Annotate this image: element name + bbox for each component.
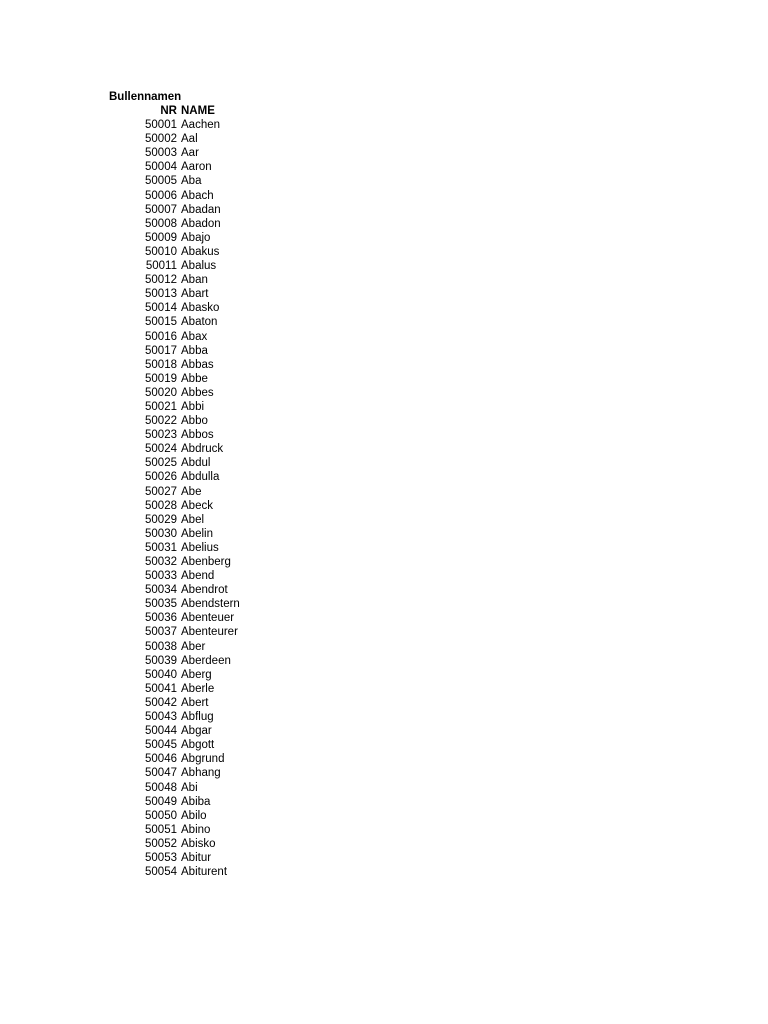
cell-nr: 50011 xyxy=(145,260,177,273)
column-header-nr: NR xyxy=(160,105,177,117)
cell-nr: 50012 xyxy=(145,274,177,287)
cell-name: Abalus xyxy=(181,260,217,273)
cell-nr: 50052 xyxy=(145,837,177,850)
cell-nr: 50034 xyxy=(145,584,177,597)
cell-name: Abart xyxy=(181,288,209,301)
cell-nr: 50009 xyxy=(145,231,177,244)
table-row xyxy=(0,795,768,809)
cell-nr: 50010 xyxy=(145,245,177,258)
cell-nr: 50006 xyxy=(145,189,177,202)
cell-name: Abend xyxy=(181,570,215,583)
document-title: Bullennamen xyxy=(109,91,182,103)
cell-name: Abbo xyxy=(181,415,208,428)
table-row xyxy=(0,823,768,837)
cell-nr: 50008 xyxy=(145,217,177,230)
cell-name: Abajo xyxy=(181,231,211,244)
cell-nr: 50001 xyxy=(145,119,177,132)
table-row xyxy=(0,372,768,386)
cell-nr: 50044 xyxy=(145,725,177,738)
cell-name: Abenteurer xyxy=(181,626,238,639)
table-row xyxy=(0,456,768,470)
cell-nr: 50031 xyxy=(145,541,177,554)
cell-nr: 50053 xyxy=(145,851,177,864)
cell-nr: 50028 xyxy=(145,499,177,512)
cell-name: Abenteuer xyxy=(181,612,235,625)
cell-nr: 50027 xyxy=(145,485,177,498)
cell-nr: 50002 xyxy=(145,133,177,146)
cell-name: Abbi xyxy=(181,400,205,413)
table-row xyxy=(0,766,768,780)
cell-nr: 50035 xyxy=(145,598,177,611)
cell-nr: 50007 xyxy=(145,203,177,216)
table-row xyxy=(0,597,768,611)
cell-name: Aba xyxy=(181,175,202,188)
table-row xyxy=(0,358,768,372)
table-row xyxy=(0,837,768,851)
cell-nr: 50047 xyxy=(145,767,177,780)
cell-nr: 50017 xyxy=(145,344,177,357)
cell-nr: 50045 xyxy=(145,739,177,752)
column-header-name: NAME xyxy=(181,105,215,117)
table-row xyxy=(0,330,768,344)
table-row xyxy=(0,809,768,823)
cell-name: Aar xyxy=(181,147,199,160)
table-row xyxy=(0,485,768,499)
cell-name: Abino xyxy=(181,823,211,836)
cell-name: Abiba xyxy=(181,795,211,808)
table-row xyxy=(0,428,768,442)
table-row xyxy=(0,273,768,287)
table-row xyxy=(0,781,768,795)
cell-nr: 50015 xyxy=(145,316,177,329)
cell-name: Aaron xyxy=(181,161,212,174)
cell-nr: 50049 xyxy=(145,795,177,808)
cell-nr: 50021 xyxy=(145,400,177,413)
table-row xyxy=(0,541,768,555)
cell-nr: 50029 xyxy=(145,513,177,526)
cell-name: Abisko xyxy=(181,837,216,850)
cell-name: Aberdeen xyxy=(181,654,231,667)
cell-name: Aban xyxy=(181,274,208,287)
table-row xyxy=(0,696,768,710)
cell-name: Abgott xyxy=(181,739,215,752)
table-row xyxy=(0,710,768,724)
cell-nr: 50040 xyxy=(145,668,177,681)
cell-name: Abendrot xyxy=(181,584,228,597)
table-row xyxy=(0,344,768,358)
cell-name: Abbe xyxy=(181,372,208,385)
cell-name: Abadan xyxy=(181,203,221,216)
table-row xyxy=(0,203,768,217)
table-row xyxy=(0,414,768,428)
table-row xyxy=(0,146,768,160)
cell-nr: 50043 xyxy=(145,711,177,724)
cell-name: Aal xyxy=(181,133,198,146)
table-header-row xyxy=(0,104,768,118)
cell-nr: 50050 xyxy=(145,809,177,822)
table-row xyxy=(0,583,768,597)
cell-nr: 50025 xyxy=(145,457,177,470)
cell-name: Abdruck xyxy=(181,443,224,456)
cell-name: Abendstern xyxy=(181,598,240,611)
cell-nr: 50030 xyxy=(145,527,177,540)
cell-name: Aber xyxy=(181,640,206,653)
cell-name: Abakus xyxy=(181,245,220,258)
cell-name: Abi xyxy=(181,781,198,794)
cell-nr: 50004 xyxy=(145,161,177,174)
cell-nr: 50023 xyxy=(145,429,177,442)
table-row xyxy=(0,442,768,456)
cell-nr: 50005 xyxy=(145,175,177,188)
cell-name: Abflug xyxy=(181,711,214,724)
cell-name: Aberg xyxy=(181,668,212,681)
cell-nr: 50033 xyxy=(145,570,177,583)
table-row xyxy=(0,865,768,879)
cell-name: Abelin xyxy=(181,527,213,540)
cell-name: Abeck xyxy=(181,499,213,512)
cell-name: Abe xyxy=(181,485,202,498)
cell-name: Abach xyxy=(181,189,214,202)
table-row xyxy=(0,499,768,513)
table-row xyxy=(0,386,768,400)
cell-name: Abhang xyxy=(181,767,221,780)
cell-nr: 50042 xyxy=(145,696,177,709)
table-row xyxy=(0,400,768,414)
table-row xyxy=(0,160,768,174)
cell-name: Abgrund xyxy=(181,753,225,766)
cell-nr: 50041 xyxy=(145,682,177,695)
cell-nr: 50013 xyxy=(145,288,177,301)
table-row xyxy=(0,231,768,245)
cell-nr: 50039 xyxy=(145,654,177,667)
cell-name: Abel xyxy=(181,513,205,526)
cell-nr: 50037 xyxy=(145,626,177,639)
cell-nr: 50038 xyxy=(145,640,177,653)
cell-nr: 50020 xyxy=(145,386,177,399)
table-row xyxy=(0,724,768,738)
table-row xyxy=(0,245,768,259)
table-row xyxy=(0,287,768,301)
table-row xyxy=(0,174,768,188)
table-row xyxy=(0,301,768,315)
cell-nr: 50048 xyxy=(145,781,177,794)
cell-nr: 50054 xyxy=(145,866,177,879)
table-row xyxy=(0,315,768,329)
cell-nr: 50026 xyxy=(145,471,177,484)
cell-name: Abbas xyxy=(181,358,214,371)
cell-name: Abenberg xyxy=(181,556,231,568)
cell-name: Abert xyxy=(181,696,209,709)
cell-name: Abba xyxy=(181,344,208,357)
cell-nr: 50003 xyxy=(145,147,177,160)
cell-name: Abax xyxy=(181,330,208,343)
cell-name: Abbos xyxy=(181,429,214,442)
table-row xyxy=(0,189,768,203)
cell-name: Abbes xyxy=(181,386,214,399)
cell-name: Abelius xyxy=(181,541,219,554)
table-row xyxy=(0,851,768,865)
cell-nr: 50022 xyxy=(145,415,177,428)
table-row xyxy=(0,555,768,569)
table-row xyxy=(0,654,768,668)
table-row xyxy=(0,668,768,682)
cell-nr: 50018 xyxy=(145,358,177,371)
cell-nr: 50051 xyxy=(145,823,177,836)
table-row xyxy=(0,625,768,639)
table-row xyxy=(0,640,768,654)
bull-names-table xyxy=(0,104,768,879)
cell-name: Abdulla xyxy=(181,471,220,484)
cell-name: Abiturent xyxy=(181,866,228,879)
cell-name: Abitur xyxy=(181,851,212,864)
table-row xyxy=(0,611,768,625)
cell-nr: 50032 xyxy=(145,556,177,568)
cell-name: Aachen xyxy=(181,119,221,132)
table-row xyxy=(0,738,768,752)
cell-nr: 50014 xyxy=(145,302,177,315)
table-row xyxy=(0,527,768,541)
cell-name: Aberle xyxy=(181,682,215,695)
table-row xyxy=(0,470,768,484)
cell-nr: 50036 xyxy=(145,612,177,625)
table-row xyxy=(0,513,768,527)
cell-name: Abilo xyxy=(181,809,207,822)
table-row xyxy=(0,259,768,273)
table-row xyxy=(0,118,768,132)
cell-nr: 50046 xyxy=(145,753,177,766)
cell-nr: 50019 xyxy=(145,372,177,385)
cell-nr: 50016 xyxy=(145,330,177,343)
table-row xyxy=(0,682,768,696)
table-row xyxy=(0,132,768,146)
table-row xyxy=(0,569,768,583)
table-row xyxy=(0,217,768,231)
table-row xyxy=(0,752,768,766)
cell-name: Abdul xyxy=(181,457,211,470)
cell-nr: 50024 xyxy=(145,443,177,456)
cell-name: Abasko xyxy=(181,302,220,315)
cell-name: Abgar xyxy=(181,725,212,738)
cell-name: Abadon xyxy=(181,217,221,230)
cell-name: Abaton xyxy=(181,316,218,329)
